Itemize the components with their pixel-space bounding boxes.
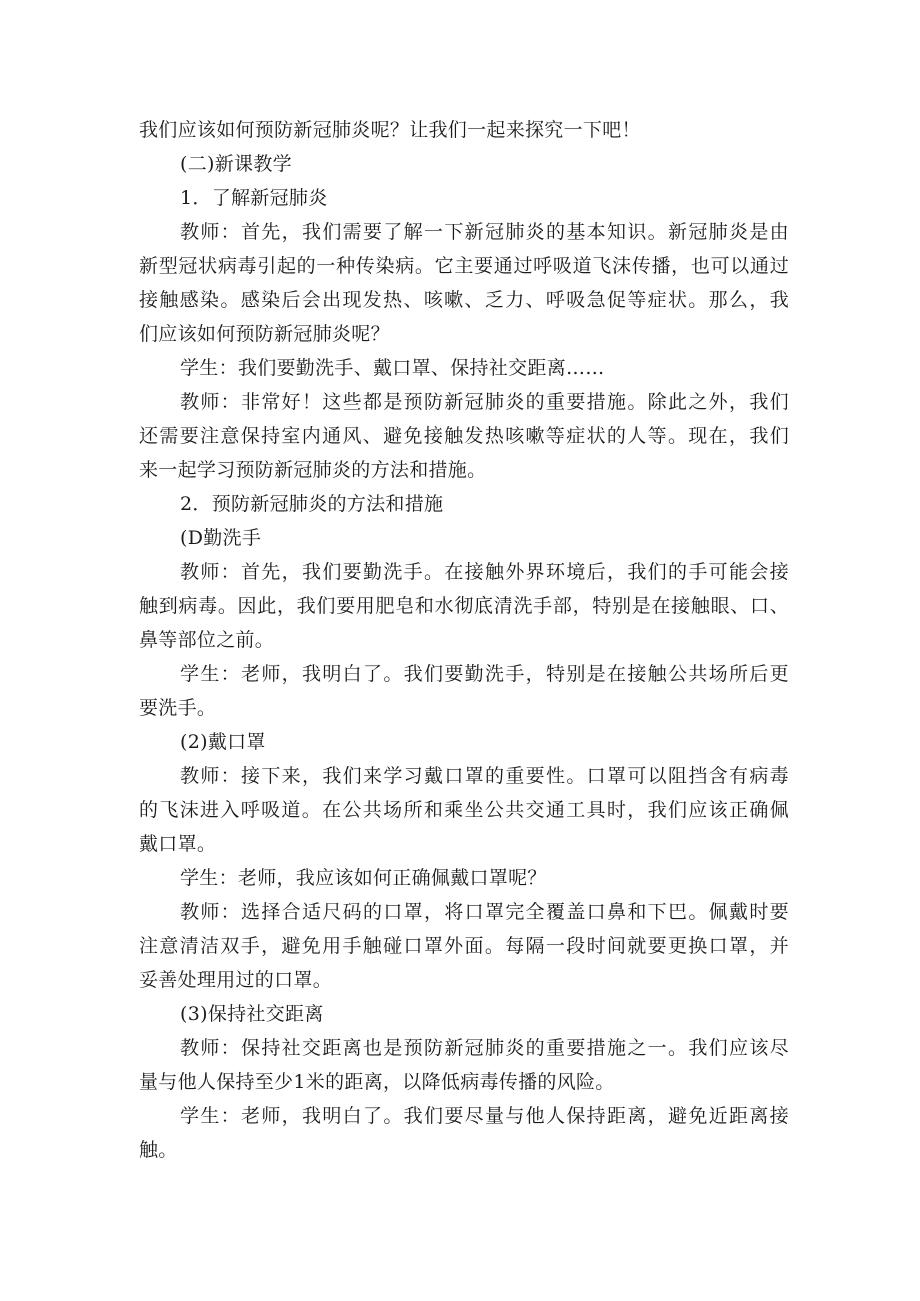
item-heading-wear-mask: (2)戴口罩 (180, 731, 266, 753)
teacher-line: 教师：保持社交距离也是预防新冠肺炎的重要措施之一。我们应该尽 (180, 1037, 789, 1059)
section-heading-new-lesson: (二)新课教学 (180, 153, 292, 175)
teacher-line: 新型冠状病毒引起的一种传染病。它主要通过呼吸道飞沫传播，也可以通过 (139, 255, 789, 277)
teacher-line: 教师：非常好！这些都是预防新冠肺炎的重要措施。除此之外，我们 (180, 391, 789, 413)
student-line: 学生：我们要勤洗手、戴口罩、保持社交距离…… (180, 357, 605, 379)
paragraph-intro-line: 我们应该如何预防新冠肺炎呢？让我们一起来探究一下吧！ (139, 119, 641, 141)
item-heading-social-distance: (3)保持社交距离 (180, 1003, 324, 1025)
item-heading-wash-hands: (D勤洗手 (180, 527, 262, 549)
teacher-line: 来一起学习预防新冠肺炎的方法和措施。 (139, 459, 487, 481)
student-line: 触。 (139, 1139, 178, 1161)
teacher-line: 们应该如何预防新冠肺炎呢？ (139, 323, 390, 345)
teacher-line: 触到病毒。因此，我们要用肥皂和水彻底清洗手部，特别是在接触眼、口、 (139, 595, 789, 617)
teacher-line: 量与他人保持至少1米的距离，以降低病毒传播的风险。 (139, 1071, 615, 1093)
teacher-line: 鼻等部位之前。 (139, 629, 275, 651)
subheading-understand-covid: 1．了解新冠肺炎 (180, 187, 328, 209)
teacher-line: 妥善处理用过的口罩。 (139, 969, 333, 991)
student-line: 学生：老师，我应该如何正确佩戴口罩呢？ (180, 867, 547, 889)
teacher-line: 戴口罩。 (139, 833, 217, 855)
teacher-line: 注意清洁双手，避免用手触碰口罩外面。每隔一段时间就要更换口罩，并 (139, 935, 789, 957)
teacher-line: 的飞沫进入呼吸道。在公共场所和乘坐公共交通工具时，我们应该正确佩 (139, 799, 789, 821)
subheading-prevention-methods: 2．预防新冠肺炎的方法和措施 (180, 493, 444, 515)
teacher-line: 教师：选择合适尺码的口罩，将口罩完全覆盖口鼻和下巴。佩戴时要 (180, 901, 789, 923)
teacher-line: 教师：首先，我们需要了解一下新冠肺炎的基本知识。新冠肺炎是由 (180, 221, 789, 243)
teacher-line: 还需要注意保持室内通风、避免接触发热咳嗽等症状的人等。现在，我们 (139, 425, 789, 447)
student-line: 学生：老师，我明白了。我们要勤洗手，特别是在接触公共场所后更 (180, 663, 789, 685)
teacher-line: 教师：接下来，我们来学习戴口罩的重要性。口罩可以阻挡含有病毒 (180, 765, 789, 787)
teacher-line: 接触感染。感染后会出现发热、咳嗽、乏力、呼吸急促等症状。那么，我 (139, 289, 789, 311)
student-line: 要洗手。 (139, 697, 217, 719)
teacher-line: 教师：首先，我们要勤洗手。在接触外界环境后，我们的手可能会接 (180, 561, 789, 583)
student-line: 学生：老师，我明白了。我们要尽量与他人保持距离，避免近距离接 (180, 1105, 789, 1127)
